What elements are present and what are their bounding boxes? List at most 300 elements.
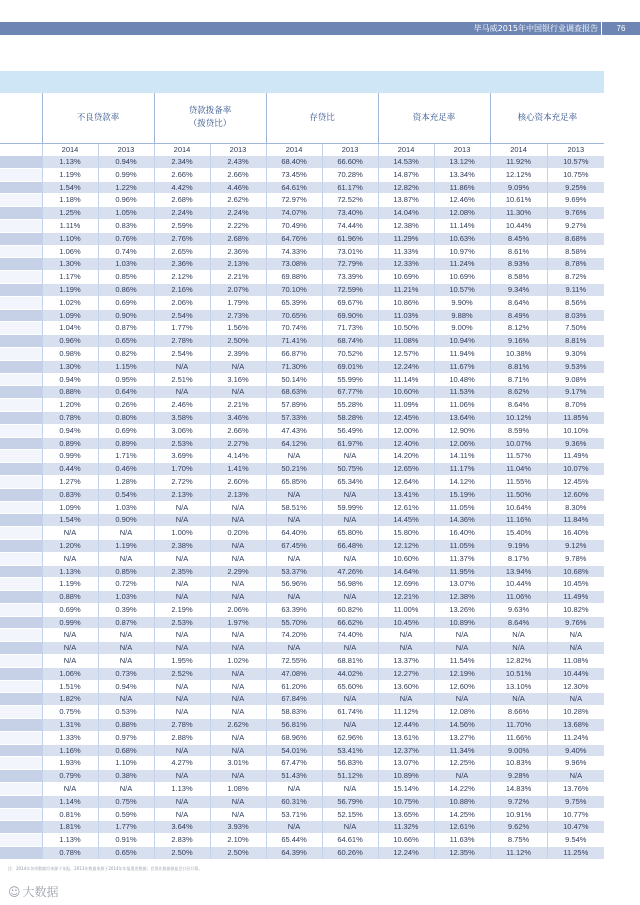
table-cell: 13.65% bbox=[378, 808, 434, 821]
table-cell: 14.45% bbox=[378, 514, 434, 527]
table-cell: 0.99% bbox=[42, 616, 98, 629]
table-cell: 0.90% bbox=[98, 309, 154, 322]
table-cell: 2.39% bbox=[210, 347, 266, 360]
table-row bbox=[0, 219, 604, 232]
table-cell: 12.00% bbox=[378, 424, 434, 437]
table-cell: 0.44% bbox=[42, 463, 98, 476]
table-row bbox=[0, 360, 604, 373]
table-cell: 11.85% bbox=[547, 411, 604, 424]
table-cell: 11.12% bbox=[378, 706, 434, 719]
table-cell: 0.89% bbox=[42, 437, 98, 450]
table-cell: 1.05% bbox=[98, 207, 154, 220]
table-cell: N/A bbox=[547, 629, 604, 642]
table-cell: 0.94% bbox=[98, 680, 154, 693]
table-cell: 65.85% bbox=[266, 475, 322, 488]
table-cell: 47.43% bbox=[266, 424, 322, 437]
table-cell: 1.77% bbox=[154, 322, 210, 335]
table-cell: N/A bbox=[322, 821, 378, 834]
table-cell: 0.88% bbox=[42, 386, 98, 399]
table-cell: 8.56% bbox=[547, 296, 604, 309]
table-cell: 12.24% bbox=[378, 847, 434, 859]
table-cell: 12.24% bbox=[378, 360, 434, 373]
table-cell: 12.82% bbox=[490, 655, 547, 668]
table-cell: 2.21% bbox=[210, 399, 266, 412]
table-cell: 0.38% bbox=[98, 770, 154, 783]
table-cell: 13.10% bbox=[490, 680, 547, 693]
table-cell: 12.38% bbox=[378, 219, 434, 232]
table-cell: 72.97% bbox=[266, 194, 322, 207]
table-row bbox=[0, 706, 604, 719]
table-cell: 10.07% bbox=[547, 463, 604, 476]
table-cell: 0.95% bbox=[98, 373, 154, 386]
table-cell: 0.99% bbox=[98, 168, 154, 181]
table-cell: 14.64% bbox=[378, 565, 434, 578]
table-cell: N/A bbox=[434, 693, 490, 706]
table-cell: 15.19% bbox=[434, 488, 490, 501]
table-cell: 11.04% bbox=[490, 463, 547, 476]
table-cell: 2.36% bbox=[154, 258, 210, 271]
row-label-cell bbox=[0, 514, 42, 527]
table-cell: 64.12% bbox=[266, 437, 322, 450]
column-header-label: 核心资本充足率 bbox=[517, 112, 578, 123]
table-cell: 10.77% bbox=[547, 808, 604, 821]
table-cell: 54.01% bbox=[266, 744, 322, 757]
table-cell: 50.14% bbox=[266, 373, 322, 386]
table-cell: 8.58% bbox=[547, 245, 604, 258]
table-cell: 0.78% bbox=[42, 411, 98, 424]
table-cell: 12.06% bbox=[434, 437, 490, 450]
table-cell: 1.93% bbox=[42, 757, 98, 770]
table-cell: 2.66% bbox=[210, 168, 266, 181]
table-cell: 10.12% bbox=[490, 411, 547, 424]
table-cell: 66.48% bbox=[322, 539, 378, 552]
table-cell: 53.37% bbox=[266, 565, 322, 578]
row-label-cell bbox=[0, 475, 42, 488]
table-cell: 11.08% bbox=[378, 335, 434, 348]
table-cell: 12.27% bbox=[378, 667, 434, 680]
table-row bbox=[0, 731, 604, 744]
table-cell: 11.34% bbox=[434, 744, 490, 757]
table-cell: N/A bbox=[266, 450, 322, 463]
table-cell: N/A bbox=[210, 360, 266, 373]
table-cell: 72.79% bbox=[322, 258, 378, 271]
table-cell: 65.34% bbox=[322, 475, 378, 488]
table-cell: 1.81% bbox=[42, 821, 98, 834]
table-cell: 61.20% bbox=[266, 680, 322, 693]
table-body bbox=[0, 144, 604, 859]
year-header-cell: 2013 bbox=[98, 144, 154, 156]
table-cell: 51.12% bbox=[322, 770, 378, 783]
table-cell: 9.09% bbox=[490, 181, 547, 194]
table-cell: 10.50% bbox=[378, 322, 434, 335]
table-cell: 1.28% bbox=[98, 475, 154, 488]
table-row bbox=[0, 501, 604, 514]
table-cell: 2.29% bbox=[210, 565, 266, 578]
table-cell: 53.41% bbox=[322, 744, 378, 757]
table-row bbox=[0, 181, 604, 194]
table-cell: 9.25% bbox=[547, 181, 604, 194]
year-header-cell: 2014 bbox=[154, 144, 210, 156]
table-cell: N/A bbox=[266, 591, 322, 604]
table-cell: 0.80% bbox=[98, 411, 154, 424]
table-cell: 10.88% bbox=[434, 795, 490, 808]
table-cell: 72.52% bbox=[322, 194, 378, 207]
column-header-label: 资本充足率 bbox=[412, 112, 456, 123]
table-cell: 0.65% bbox=[98, 847, 154, 859]
table-cell: 1.18% bbox=[42, 194, 98, 207]
table-cell: 67.45% bbox=[266, 539, 322, 552]
table-row bbox=[0, 808, 604, 821]
table-cell: 58.28% bbox=[322, 411, 378, 424]
row-label-cell bbox=[0, 283, 42, 296]
table-cell: N/A bbox=[42, 655, 98, 668]
table-cell: 11.53% bbox=[434, 386, 490, 399]
table-cell: N/A bbox=[266, 642, 322, 655]
table-cell: N/A bbox=[322, 488, 378, 501]
table-cell: 56.98% bbox=[322, 578, 378, 591]
table-cell: N/A bbox=[98, 527, 154, 540]
table-cell: 9.53% bbox=[547, 360, 604, 373]
table-cell: N/A bbox=[42, 527, 98, 540]
table-cell: 8.71% bbox=[490, 373, 547, 386]
table-cell: N/A bbox=[322, 552, 378, 565]
table-cell: 10.44% bbox=[490, 578, 547, 591]
table-cell: 9.54% bbox=[547, 834, 604, 847]
table-cell: 1.04% bbox=[42, 322, 98, 335]
table-cell: 9.62% bbox=[490, 821, 547, 834]
table-cell: 14.25% bbox=[434, 808, 490, 821]
table-cell: 1.14% bbox=[42, 795, 98, 808]
table-cell: 2.21% bbox=[210, 271, 266, 284]
table-cell: 10.10% bbox=[547, 424, 604, 437]
table-cell: 73.39% bbox=[322, 271, 378, 284]
table-cell: 8.64% bbox=[490, 399, 547, 412]
table-cell: 1.79% bbox=[210, 296, 266, 309]
table-cell: 0.75% bbox=[42, 706, 98, 719]
table-cell: 0.72% bbox=[98, 578, 154, 591]
table-cell: 14.04% bbox=[378, 207, 434, 220]
table-cell: N/A bbox=[210, 706, 266, 719]
table-cell: 11.09% bbox=[378, 399, 434, 412]
table-cell: 64.61% bbox=[322, 834, 378, 847]
table-row bbox=[0, 642, 604, 655]
table-cell: 10.91% bbox=[490, 808, 547, 821]
table-cell: 1.20% bbox=[42, 399, 98, 412]
table-cell: 64.40% bbox=[266, 527, 322, 540]
row-label-cell bbox=[0, 463, 42, 476]
table-cell: 9.19% bbox=[490, 539, 547, 552]
table-cell: 61.97% bbox=[322, 437, 378, 450]
table-cell: N/A bbox=[266, 552, 322, 565]
row-label-cell bbox=[0, 232, 42, 245]
table-cell: 8.59% bbox=[490, 424, 547, 437]
table-cell: 11.14% bbox=[434, 219, 490, 232]
table-cell: 67.47% bbox=[266, 757, 322, 770]
table-cell: 9.78% bbox=[547, 552, 604, 565]
table-cell: 13.34% bbox=[434, 168, 490, 181]
table-cell: 13.61% bbox=[378, 731, 434, 744]
table-cell: 10.82% bbox=[547, 603, 604, 616]
table-cell: N/A bbox=[98, 629, 154, 642]
table-cell: 11.92% bbox=[490, 156, 547, 169]
table-cell: N/A bbox=[434, 642, 490, 655]
table-cell: 1.13% bbox=[42, 565, 98, 578]
report-title: 毕马威2015年中国银行业调查报告 bbox=[473, 24, 598, 33]
table-cell: 50.75% bbox=[322, 463, 378, 476]
table-cell: 72.59% bbox=[322, 283, 378, 296]
table-cell: 50.21% bbox=[266, 463, 322, 476]
table-cell: N/A bbox=[210, 552, 266, 565]
table-cell: N/A bbox=[98, 655, 154, 668]
table-cell: 1.17% bbox=[42, 271, 98, 284]
table-row bbox=[0, 347, 604, 360]
table-cell: 11.06% bbox=[490, 591, 547, 604]
table-cell: 11.25% bbox=[547, 847, 604, 859]
table-cell: 51.43% bbox=[266, 770, 322, 783]
table-row bbox=[0, 156, 604, 169]
table-cell: 2.51% bbox=[154, 373, 210, 386]
table-cell: 2.62% bbox=[210, 719, 266, 732]
row-label-cell bbox=[0, 207, 42, 220]
table-cell: 11.67% bbox=[434, 360, 490, 373]
table-row bbox=[0, 770, 604, 783]
table-cell: 10.69% bbox=[434, 271, 490, 284]
table-cell: N/A bbox=[210, 539, 266, 552]
table-cell: 70.52% bbox=[322, 347, 378, 360]
table-cell: 11.21% bbox=[378, 283, 434, 296]
table-cell: 11.95% bbox=[434, 565, 490, 578]
table-cell: 8.64% bbox=[490, 616, 547, 629]
table-cell: 1.13% bbox=[42, 834, 98, 847]
table-cell: 0.86% bbox=[98, 283, 154, 296]
table-row bbox=[0, 539, 604, 552]
table-row bbox=[0, 783, 604, 796]
table-cell: N/A bbox=[434, 629, 490, 642]
table-cell: 71.41% bbox=[266, 335, 322, 348]
table-cell: 0.26% bbox=[98, 399, 154, 412]
table-cell: 11.50% bbox=[490, 488, 547, 501]
table-cell: 0.78% bbox=[42, 847, 98, 859]
table-cell: 10.61% bbox=[490, 194, 547, 207]
table-cell: 1.03% bbox=[98, 501, 154, 514]
table-cell: 9.63% bbox=[490, 603, 547, 616]
table-cell: 0.59% bbox=[98, 808, 154, 821]
table-cell: 9.00% bbox=[490, 744, 547, 757]
table-cell: 10.45% bbox=[547, 578, 604, 591]
table-cell: N/A bbox=[154, 386, 210, 399]
table-cell: N/A bbox=[42, 629, 98, 642]
table-cell: N/A bbox=[210, 808, 266, 821]
table-cell: 1.08% bbox=[210, 783, 266, 796]
table-cell: 13.26% bbox=[434, 603, 490, 616]
table-cell: 9.90% bbox=[434, 296, 490, 309]
table-cell: 65.60% bbox=[322, 680, 378, 693]
table-cell: N/A bbox=[378, 642, 434, 655]
table-cell: 2.16% bbox=[154, 283, 210, 296]
row-label-header bbox=[0, 93, 42, 144]
row-label-cell bbox=[0, 744, 42, 757]
table-cell: 2.34% bbox=[154, 156, 210, 169]
table-cell: 11.55% bbox=[490, 475, 547, 488]
year-row-label-cell bbox=[0, 144, 42, 156]
table-cell: 12.61% bbox=[434, 821, 490, 834]
table-cell: 2.66% bbox=[154, 168, 210, 181]
table-cell: 1.51% bbox=[42, 680, 98, 693]
table-cell: N/A bbox=[154, 770, 210, 783]
table-cell: 13.64% bbox=[434, 411, 490, 424]
table-cell: 12.65% bbox=[378, 463, 434, 476]
table-cell: 4.27% bbox=[154, 757, 210, 770]
table-cell: 55.28% bbox=[322, 399, 378, 412]
row-label-cell bbox=[0, 258, 42, 271]
table-cell: 1.25% bbox=[42, 207, 98, 220]
watermark-text: 大数据 bbox=[22, 885, 59, 899]
row-label-cell bbox=[0, 373, 42, 386]
table-cell: 10.64% bbox=[490, 501, 547, 514]
table-cell: 15.14% bbox=[378, 783, 434, 796]
table-cell: 66.60% bbox=[322, 156, 378, 169]
table-cell: 2.12% bbox=[154, 271, 210, 284]
table-cell: 2.66% bbox=[210, 424, 266, 437]
table-cell: 1.06% bbox=[42, 245, 98, 258]
table-cell: 1.33% bbox=[42, 731, 98, 744]
table-cell: 12.90% bbox=[434, 424, 490, 437]
table-cell: 68.40% bbox=[266, 156, 322, 169]
table-cell: 2.68% bbox=[210, 232, 266, 245]
table-cell: 10.69% bbox=[378, 271, 434, 284]
table-cell: 9.00% bbox=[434, 322, 490, 335]
table-cell: 65.44% bbox=[266, 834, 322, 847]
table-cell: 61.96% bbox=[322, 232, 378, 245]
table-cell: 0.76% bbox=[98, 232, 154, 245]
table-cell: 16.40% bbox=[434, 527, 490, 540]
table-cell: N/A bbox=[154, 360, 210, 373]
table-cell: N/A bbox=[154, 680, 210, 693]
table-cell: 4.46% bbox=[210, 181, 266, 194]
table-row bbox=[0, 322, 604, 335]
footnote: 注：2014年各项数据均来源于年报，2013年数据来源于2014年年报重述数据；存贷比根据银监会口径计算。 bbox=[8, 866, 203, 871]
table-cell: 13.60% bbox=[378, 680, 434, 693]
table-cell: 12.08% bbox=[434, 706, 490, 719]
table-cell: 11.05% bbox=[434, 501, 490, 514]
table-cell: 1.06% bbox=[42, 667, 98, 680]
table-cell: 1.54% bbox=[42, 181, 98, 194]
table-cell: 8.75% bbox=[490, 834, 547, 847]
table-cell: 2.72% bbox=[154, 475, 210, 488]
table-cell: 2.50% bbox=[210, 335, 266, 348]
table-cell: 11.32% bbox=[378, 821, 434, 834]
table-cell: 12.60% bbox=[434, 680, 490, 693]
table-cell: 10.89% bbox=[434, 616, 490, 629]
table-cell: 8.78% bbox=[547, 258, 604, 271]
table-cell: 73.01% bbox=[322, 245, 378, 258]
table-cell: 0.69% bbox=[98, 296, 154, 309]
table-cell: 11.05% bbox=[434, 539, 490, 552]
data-table bbox=[0, 93, 604, 859]
row-label-cell bbox=[0, 219, 42, 232]
table-cell: 9.11% bbox=[547, 283, 604, 296]
table-cell: 11.17% bbox=[434, 463, 490, 476]
table-row bbox=[0, 283, 604, 296]
table-cell: 12.35% bbox=[434, 847, 490, 859]
year-header-cell: 2014 bbox=[490, 144, 547, 156]
table-cell: 12.61% bbox=[378, 501, 434, 514]
table-cell: 2.13% bbox=[154, 488, 210, 501]
table-cell: 1.13% bbox=[42, 156, 98, 169]
table-cell: 9.40% bbox=[547, 744, 604, 757]
table-cell: 2.06% bbox=[154, 296, 210, 309]
row-label-cell bbox=[0, 437, 42, 450]
table-cell: 12.60% bbox=[547, 488, 604, 501]
table-cell: 2.78% bbox=[154, 719, 210, 732]
table-cell: 13.37% bbox=[378, 655, 434, 668]
row-label-cell bbox=[0, 642, 42, 655]
table-cell: 8.66% bbox=[490, 706, 547, 719]
table-cell: N/A bbox=[42, 783, 98, 796]
table-cell: 0.96% bbox=[42, 335, 98, 348]
table-row bbox=[0, 475, 604, 488]
table-cell: N/A bbox=[547, 693, 604, 706]
table-cell: 9.34% bbox=[490, 283, 547, 296]
table-row bbox=[0, 463, 604, 476]
table-cell: N/A bbox=[490, 642, 547, 655]
table-cell: N/A bbox=[210, 770, 266, 783]
table-cell: 0.90% bbox=[98, 514, 154, 527]
year-header-cell: 2013 bbox=[547, 144, 604, 156]
table-cell: 2.13% bbox=[210, 258, 266, 271]
table-row bbox=[0, 411, 604, 424]
table-cell: 68.81% bbox=[322, 655, 378, 668]
table-cell: 56.83% bbox=[322, 757, 378, 770]
table-cell: 1.09% bbox=[42, 501, 98, 514]
table-cell: 11.12% bbox=[490, 847, 547, 859]
table-cell: 66.62% bbox=[322, 616, 378, 629]
table-cell: 10.94% bbox=[434, 335, 490, 348]
row-label-cell bbox=[0, 603, 42, 616]
table-cell: 1.16% bbox=[42, 744, 98, 757]
table-cell: 1.70% bbox=[154, 463, 210, 476]
table-cell: 62.96% bbox=[322, 731, 378, 744]
row-label-cell bbox=[0, 578, 42, 591]
table-cell: 13.12% bbox=[434, 156, 490, 169]
table-cell: 69.67% bbox=[322, 296, 378, 309]
column-header-ldr bbox=[266, 93, 378, 144]
table-cell: 12.57% bbox=[378, 347, 434, 360]
table-cell: 69.90% bbox=[322, 309, 378, 322]
table-cell: N/A bbox=[322, 450, 378, 463]
row-label-cell bbox=[0, 552, 42, 565]
table-row bbox=[0, 744, 604, 757]
table-cell: 11.14% bbox=[378, 373, 434, 386]
table-cell: 8.64% bbox=[490, 296, 547, 309]
table-row bbox=[0, 629, 604, 642]
table-cell: 61.17% bbox=[322, 181, 378, 194]
table-row bbox=[0, 693, 604, 706]
table-cell: 8.81% bbox=[547, 335, 604, 348]
table-row bbox=[0, 373, 604, 386]
table-cell: 57.89% bbox=[266, 399, 322, 412]
table-cell: 10.48% bbox=[434, 373, 490, 386]
row-label-cell bbox=[0, 629, 42, 642]
row-label-cell bbox=[0, 757, 42, 770]
table-cell: 0.54% bbox=[98, 488, 154, 501]
table-cell: 9.36% bbox=[547, 437, 604, 450]
table-row bbox=[0, 488, 604, 501]
table-cell: 1.31% bbox=[42, 719, 98, 732]
table-cell: 2.60% bbox=[210, 475, 266, 488]
table-row bbox=[0, 335, 604, 348]
row-label-cell bbox=[0, 181, 42, 194]
